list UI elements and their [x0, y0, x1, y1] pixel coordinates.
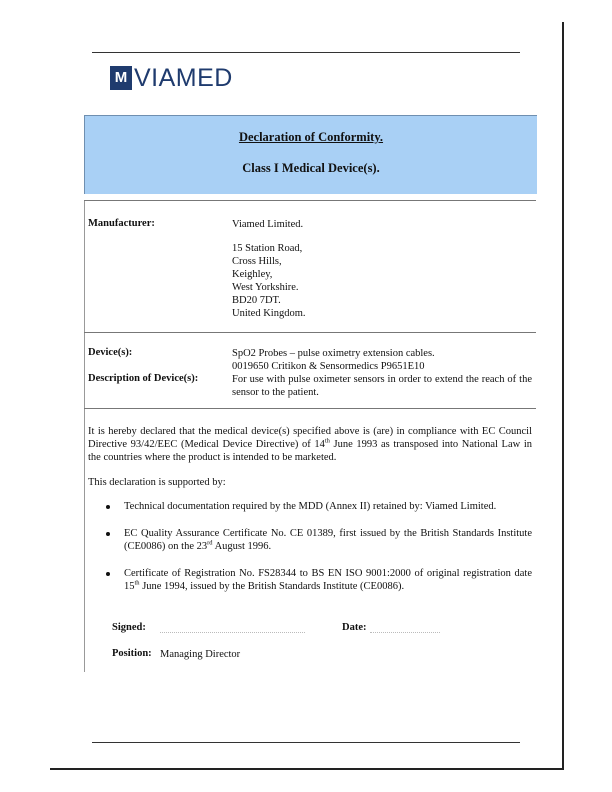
declaration-header [84, 115, 537, 194]
document-subtitle: Class I Medical Device(s). [242, 161, 380, 175]
bullet-text-3a: Certificate of Registration No. FS28344 to BS EN ISO 9001:2000 of original registration date 15 [124, 568, 532, 592]
declaration-paragraph [88, 425, 532, 464]
position-value: Managing Director [160, 649, 241, 660]
manufacturer-name: Viamed Limited. [232, 219, 304, 230]
signature-line [160, 631, 305, 633]
position-label: Position: [112, 648, 152, 659]
bullet-text-2b: August 1996. [212, 541, 272, 552]
bullet-sup-3: th [134, 579, 140, 587]
bullet-sup-2: rd [207, 539, 213, 547]
list-item [102, 500, 532, 513]
device-line-2: 0019650 Critikon & Sensormedics P9651E10 [232, 361, 425, 372]
bullet-text-1: Technical documentation required by the MDD (Annex II) retained by: Viamed Limited. [124, 501, 497, 512]
address-line-4: West Yorkshire. [232, 282, 299, 293]
list-item [102, 567, 532, 593]
address-line-1: 15 Station Road, [232, 243, 303, 254]
declaration-text-2: June 1993 as transposed into National Law in the countries where the product is intended to be marketed. [88, 439, 532, 463]
device-line-1: SpO2 Probes – pulse oximetry extension cables. [232, 348, 435, 359]
logo-mark: M [110, 66, 132, 90]
bullet-text-3b: June 1994, issued by the British Standards Institute (CE0086). [139, 581, 405, 592]
manufacturer-label: Manufacturer: [88, 218, 155, 229]
logo-text: VIAMED [134, 64, 233, 92]
description-label: Description of Device(s): [88, 373, 199, 384]
viamed-logo [110, 66, 233, 90]
bullet-icon [106, 505, 110, 509]
divider-manufacturer [84, 332, 536, 333]
declaration-text-1: It is hereby declared that the medical device(s) specified above is (are) in compliance with EC Council Directive 93/42/EEC (Medical Device Directive) of 14 [88, 426, 532, 450]
bullet-icon [106, 532, 110, 536]
bottom-rule [92, 742, 520, 743]
date-line [370, 631, 440, 633]
address-line-3: Keighley, [232, 269, 273, 280]
address-line-6: United Kingdom. [232, 308, 306, 319]
divider-device [84, 408, 536, 409]
signed-label: Signed: [112, 622, 146, 633]
declaration-sup: th [324, 437, 330, 445]
supported-by-text: This declaration is supported by: [88, 477, 226, 488]
address-line-2: Cross Hills, [232, 256, 282, 267]
list-item [102, 527, 532, 553]
date-label: Date: [342, 622, 367, 633]
bullet-text-2a: EC Quality Assurance Certificate No. CE 01389, first issued by the British Standards Institute (CE0086) on the 23 [124, 528, 532, 552]
supporting-documents-list [102, 500, 532, 607]
description-text: For use with pulse oximeter sensors in order to extend the reach of the sensor to the patient. [232, 374, 532, 398]
document-title: Declaration of Conformity. [238, 130, 384, 144]
top-rule [92, 52, 520, 53]
address-line-5: BD20 7DT. [232, 295, 281, 306]
divider-top [84, 200, 536, 201]
bullet-icon [106, 572, 110, 576]
device-label: Device(s): [88, 347, 133, 358]
